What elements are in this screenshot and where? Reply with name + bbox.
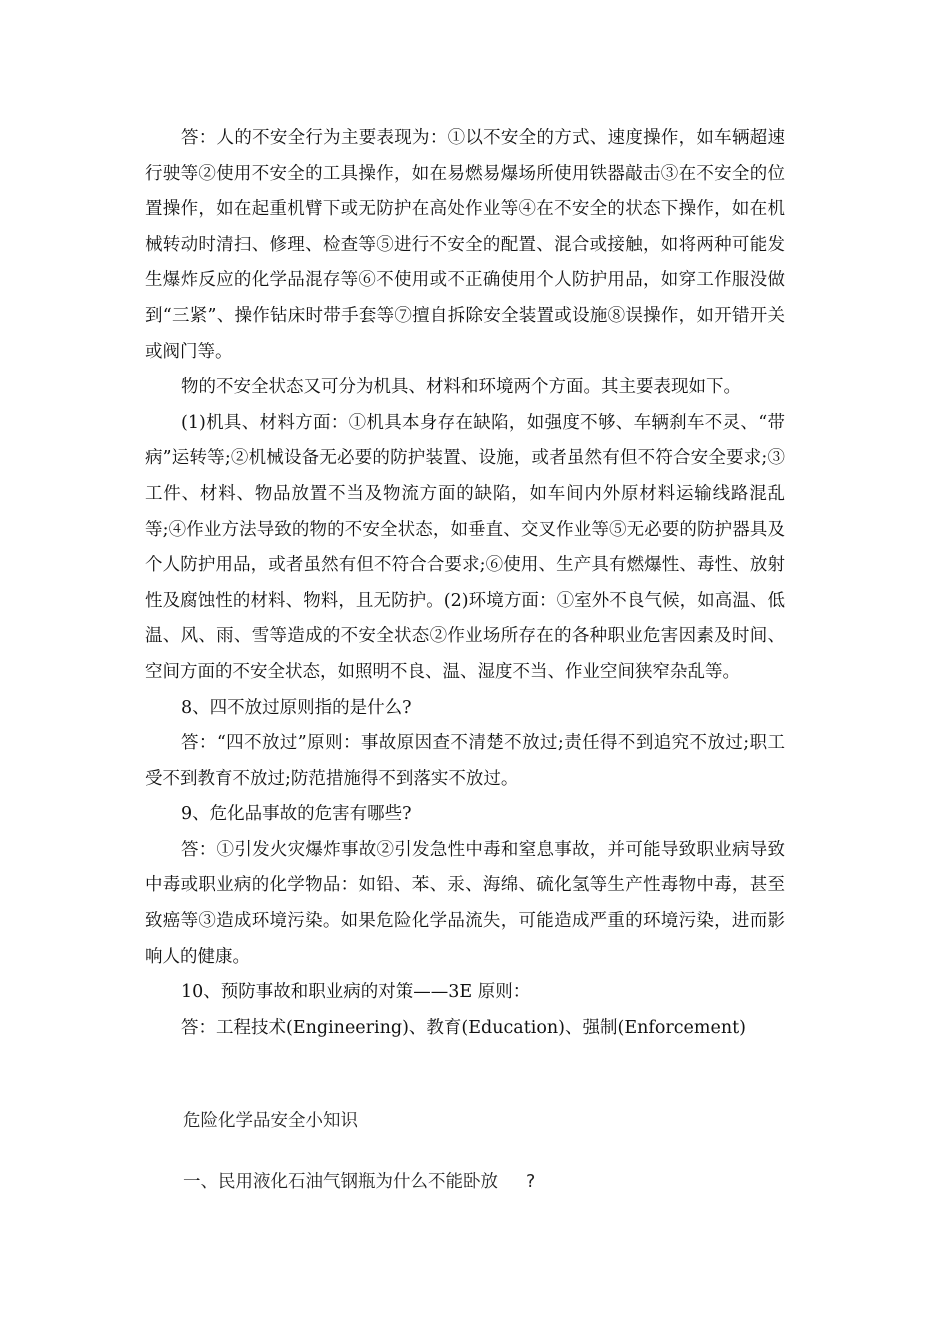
answer-9: 答：①引发火灾爆炸事故②引发急性中毒和窒息事故，并可能导致职业病导致中毒或职业病的化学物品：如铅、苯、汞、海绵、硫化氢等生产性毒物中毒，甚至致癌等③造成环境污染。如果危险化学品流失，可能造成严重的环境污染，进而影响人的健康。	[145, 839, 785, 967]
question-10: 10、预防事故和职业病的对策——3E 原则：	[181, 982, 531, 1003]
question-mark: ?	[526, 1172, 536, 1192]
question-text: 一、民用液化石油气钢瓶为什么不能卧放	[183, 1172, 498, 1192]
answer-10: 答：工程技术(Engineering)、教育(Education)、强制(Enforcement)	[181, 1017, 746, 1038]
paragraph-unsafe-behavior: 答：人的不安全行为主要表现为：①以不安全的方式、速度操作，如车辆超速行驶等②使用不安全的工具操作，如在易燃易爆场所使用铁器敲击③在不安全的位置操作，如在起重机臂下或无防护在高处作业等④在不安全的状态下操作，如在机械转动时清扫、修理、检查等⑤进行不安全的配置、混合或接触，如将两种可能发生爆炸反应的化学品混存等⑥不使用或不正确使用个人防护用品，如穿工作服没做到“三紧”、操作钻床时带手套等⑦擅自拆除安全装置或设施⑧误操作，如开错开关或阀门等。	[145, 128, 785, 362]
answer-8: 答：“四不放过”原则：事故原因查不清楚不放过;责任得不到追究不放过;职工受不到教育不放过;防范措施得不到落实不放过。	[145, 733, 785, 789]
section-title: 危险化学品安全小知识	[183, 1111, 358, 1131]
paragraph-equipment-environment: (1)机具、材料方面：①机具本身存在缺陷，如强度不够、车辆刹车不灵、“带病”运转等;②机械设备无必要的防护装置、设施，或者虽然有但不符合安全要求;③工件、材料、物品放置不当及物流方面的缺陷，如车间内外原材料运输线路混乱等;④作业方法导致的物的不安全状态，如垂直、交叉作业等⑤无必要的防护器具及个人防护用品，或者虽然有但不符合合要求;⑥使用、生产具有燃爆性、毒性、放射性及腐蚀性的材料、物料，且无防护。(2)环境方面：①室外不良气候，如高温、低温、风、雨、雪等造成的不安全状态②作业场所存在的各种职业危害因素及时间、空间方面的不安全状态，如照明不良、温、湿度不当、作业空间狭窄杂乱等。	[145, 412, 785, 682]
paragraph-unsafe-state-intro: 物的不安全状态又可分为机具、材料和环境两个方面。其主要表现如下。	[181, 377, 741, 398]
question-lpg-cylinder	[183, 1167, 583, 1197]
document-body	[145, 121, 785, 1046]
question-9: 9、危化品事故的危害有哪些?	[181, 804, 412, 825]
question-8: 8、四不放过原则指的是什么?	[181, 697, 412, 718]
